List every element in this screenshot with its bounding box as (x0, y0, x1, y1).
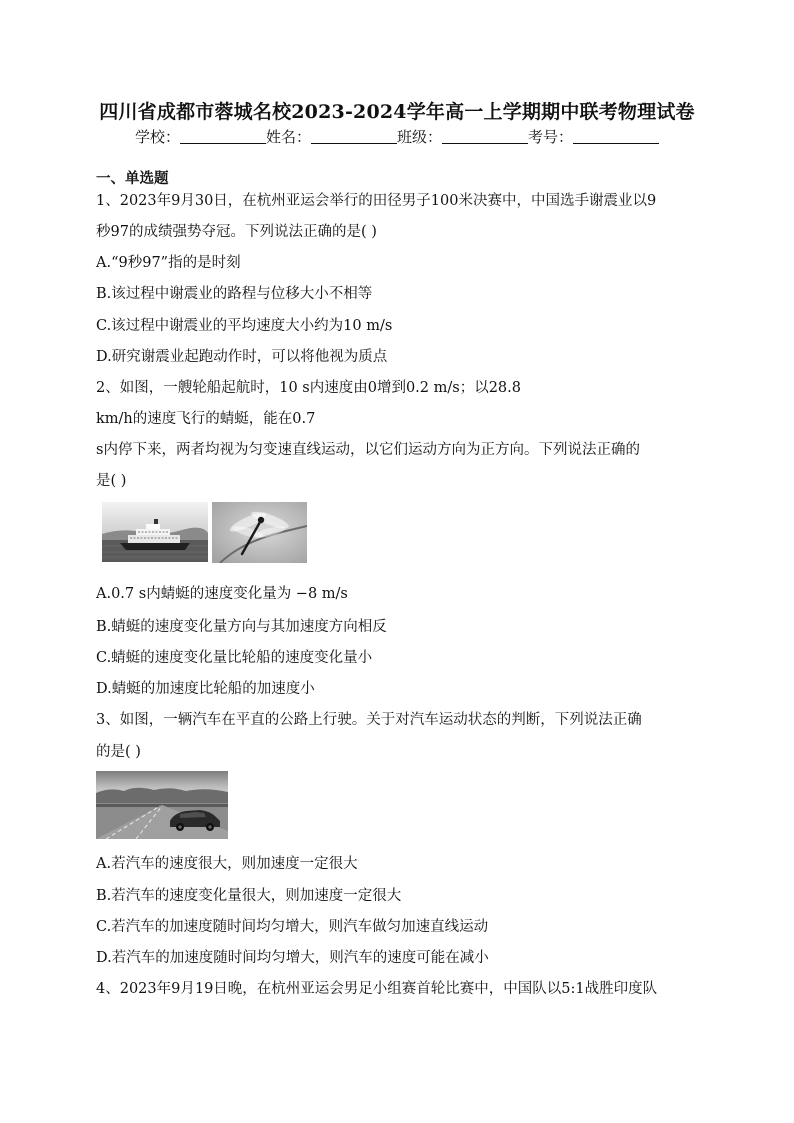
name-blank[interactable] (311, 129, 397, 144)
q1-option-b: B.该过程中谢震业的路程与位移大小不相等 (96, 286, 373, 302)
q2-option-d: D.蜻蜓的加速度比轮船的加速度小 (96, 681, 315, 697)
exam-title: 四川省成都市蓉城名校2023-2024学年高一上学期期中联考物理试卷 (99, 101, 695, 123)
q2-option-c: C.蜻蜓的速度变化量比轮船的速度变化量小 (96, 650, 373, 666)
q2-stem-line-3: s内停下来，两者均视为匀变速直线运动，以它们运动方向为正方向。下列说法正确的 (96, 442, 640, 458)
q3-stem-line-1: 3、如图，一辆汽车在平直的公路上行驶。关于对汽车运动状态的判断，下列说法正确 (96, 712, 642, 728)
q2-stem-line-1: 2、如图，一艘轮船起航时，10 s内速度由0增到0.2 m/s；以28.8 (96, 380, 521, 396)
ship-photo (102, 502, 208, 562)
q2-stem-line-4: 是( ) (96, 473, 127, 489)
school-label: 学校： (134, 128, 180, 146)
student-info-line (0, 126, 794, 147)
section-heading: 一、单选题 (96, 170, 169, 187)
exam-number-blank[interactable] (573, 129, 659, 144)
q2-stem-line-2: km/h的速度飞行的蜻蜓，能在0.7 (96, 411, 316, 427)
q3-option-b: B.若汽车的速度变化量很大，则加速度一定很大 (96, 888, 402, 904)
q2-option-a: A.0.7 s内蜻蜓的速度变化量为 −8 m/s (96, 586, 348, 602)
class-label: 班级： (397, 128, 443, 146)
exam-number-label: 考号： (528, 128, 574, 146)
class-blank[interactable] (442, 129, 528, 144)
school-blank[interactable] (180, 129, 266, 144)
q3-option-a: A.若汽车的速度很大，则加速度一定很大 (96, 856, 358, 872)
q1-option-c: C.该过程中谢震业的平均速度大小约为10 m/s (96, 318, 393, 334)
q1-option-d: D.研究谢震业起跑动作时，可以将他视为质点 (96, 349, 388, 365)
dragonfly-photo (212, 502, 307, 563)
q3-stem-line-2: 的是( ) (96, 744, 141, 760)
car-on-highway-photo (96, 771, 228, 839)
q1-option-a: A.“9秒97”指的是时刻 (96, 255, 241, 271)
q3-option-c: C.若汽车的加速度随时间均匀增大，则汽车做匀加速直线运动 (96, 919, 489, 935)
q1-stem-line-2: 秒97的成绩强势夺冠。下列说法正确的是( ) (96, 224, 377, 240)
q3-option-d: D.若汽车的加速度随时间均匀增大，则汽车的速度可能在减小 (96, 950, 489, 966)
q2-option-b: B.蜻蜓的速度变化量方向与其加速度方向相反 (96, 619, 387, 635)
name-label: 姓名： (265, 128, 311, 146)
q1-stem-line-1: 1、2023年9月30日，在杭州亚运会举行的田径男子100米决赛中，中国选手谢震业以9 (96, 193, 657, 209)
q4-stem-line-1: 4、2023年9月19日晚，在杭州亚运会男足小组赛首轮比赛中，中国队以5:1战胜印度队 (96, 981, 658, 997)
